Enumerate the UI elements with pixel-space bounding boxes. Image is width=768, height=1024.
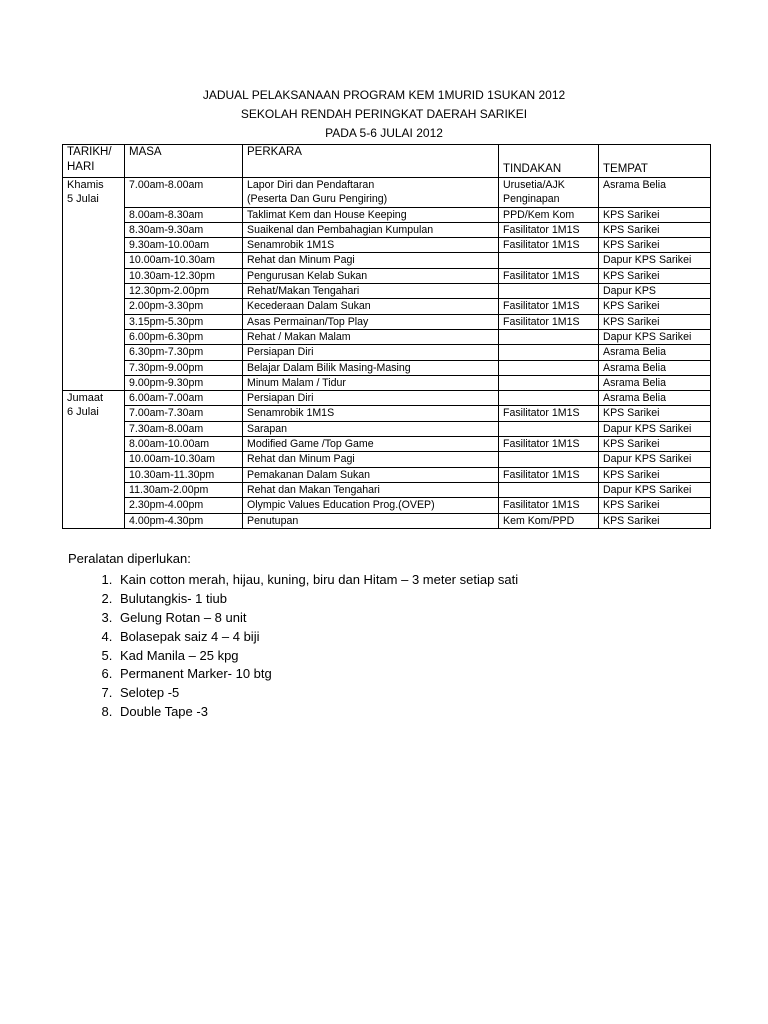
cell-masa: 10.00am-10.30am (125, 253, 243, 268)
cell-masa: 7.30pm-9.00pm (125, 360, 243, 375)
table-row (63, 452, 711, 467)
cell-perkara: Pemakanan Dalam Sukan (243, 467, 499, 482)
cell-tempat: KPS Sarikei (599, 406, 711, 421)
cell-masa: 12.30pm-2.00pm (125, 284, 243, 299)
header-perkara: PERKARA (243, 145, 499, 178)
cell-tempat: KPS Sarikei (599, 268, 711, 283)
cell-tempat: KPS Sarikei (599, 498, 711, 513)
schedule-body (63, 178, 711, 529)
title-line-1: JADUAL PELAKSANAAN PROGRAM KEM 1MURID 1SUKAN 2012 (202, 88, 566, 102)
equipment-section (68, 550, 708, 722)
equipment-item: 7. Selotep -5 (116, 684, 708, 703)
cell-perkara: Persiapan Diri (243, 345, 499, 360)
cell-tindakan (499, 452, 599, 467)
table-row (63, 421, 711, 436)
cell-perkara: Minum Malam / Tidur (243, 375, 499, 390)
table-header-row (63, 145, 711, 178)
cell-masa: 4.00pm-4.30pm (125, 513, 243, 528)
cell-tindakan: Fasilitator 1M1S (499, 437, 599, 452)
equipment-item: 3. Gelung Rotan – 8 unit (116, 609, 708, 628)
table-row (63, 268, 711, 283)
table-row (63, 391, 711, 406)
cell-masa: 8.00am-10.00am (125, 437, 243, 452)
cell-tindakan (499, 391, 599, 406)
cell-masa: 7.00am-8.00am (125, 178, 243, 208)
cell-tindakan (499, 253, 599, 268)
cell-tindakan: Fasilitator 1M1S (499, 406, 599, 421)
header-tempat: TEMPAT (599, 145, 711, 178)
cell-perkara: Pengurusan Kelab Sukan (243, 268, 499, 283)
cell-tempat: KPS Sarikei (599, 314, 711, 329)
cell-masa: 8.30am-9.30am (125, 222, 243, 237)
cell-masa: 10.30am-11.30pm (125, 467, 243, 482)
cell-perkara: Senamrobik 1M1S (243, 406, 499, 421)
table-row (63, 437, 711, 452)
cell-tindakan (499, 482, 599, 497)
cell-tempat: Dapur KPS Sarikei (599, 452, 711, 467)
table-row (63, 375, 711, 390)
cell-tindakan (499, 329, 599, 344)
equipment-item: 5. Kad Manila – 25 kpg (116, 647, 708, 666)
cell-masa: 9.30am-10.00am (125, 238, 243, 253)
day-cell (63, 178, 125, 391)
cell-masa: 6.00pm-6.30pm (125, 329, 243, 344)
cell-perkara: Persiapan Diri (243, 391, 499, 406)
cell-tempat: KPS Sarikei (599, 299, 711, 314)
cell-perkara: Rehat/Makan Tengahari (243, 284, 499, 299)
cell-tindakan (499, 178, 599, 208)
cell-perkara: Taklimat Kem dan House Keeping (243, 207, 499, 222)
cell-tindakan (499, 421, 599, 436)
header-tindakan: TINDAKAN (499, 145, 599, 178)
cell-tindakan-line: Urusetia/AJK (503, 179, 565, 191)
cell-masa: 2.30pm-4.00pm (125, 498, 243, 513)
cell-masa: 10.30am-12.30pm (125, 268, 243, 283)
cell-tindakan: Fasilitator 1M1S (499, 238, 599, 253)
equipment-item: 8. Double Tape -3 (116, 703, 708, 722)
cell-tindakan: PPD/Kem Kom (499, 207, 599, 222)
table-row (63, 498, 711, 513)
cell-masa: 3.15pm-5.30pm (125, 314, 243, 329)
cell-perkara: Rehat / Makan Malam (243, 329, 499, 344)
header-tarikh-line1: TARIKH/ (67, 146, 112, 158)
day-label: Jumaat (67, 392, 104, 405)
cell-tindakan: Fasilitator 1M1S (499, 222, 599, 237)
cell-perkara: Olympic Values Education Prog.(OVEP) (243, 498, 499, 513)
table-row (63, 207, 711, 222)
table-row (63, 253, 711, 268)
cell-tempat: Dapur KPS Sarikei (599, 482, 711, 497)
cell-perkara: Rehat dan Makan Tengahari (243, 482, 499, 497)
cell-tempat: Asrama Belia (599, 375, 711, 390)
cell-perkara: Kecederaan Dalam Sukan (243, 299, 499, 314)
header-masa: MASA (125, 145, 243, 178)
title-line-2: SEKOLAH RENDAH PERINGKAT DAERAH SARIKEI (240, 107, 528, 121)
cell-masa: 8.00am-8.30am (125, 207, 243, 222)
cell-tindakan (499, 284, 599, 299)
cell-masa: 2.00pm-3.30pm (125, 299, 243, 314)
cell-tindakan: Fasilitator 1M1S (499, 268, 599, 283)
table-row (63, 284, 711, 299)
cell-tindakan: Fasilitator 1M1S (499, 314, 599, 329)
cell-perkara: Suaikenal dan Pembahagian Kumpulan (243, 222, 499, 237)
cell-perkara-line: (Peserta Dan Guru Pengiring) (247, 193, 388, 206)
equipment-list (68, 571, 708, 722)
cell-perkara: Rehat dan Minum Pagi (243, 452, 499, 467)
table-row (63, 360, 711, 375)
day-cell (63, 391, 125, 529)
cell-tindakan (499, 360, 599, 375)
cell-perkara (243, 178, 499, 208)
day-label: 6 Julai (67, 406, 99, 419)
cell-tindakan (499, 345, 599, 360)
cell-tindakan: Fasilitator 1M1S (499, 467, 599, 482)
table-row (63, 482, 711, 497)
cell-masa: 7.30am-8.00am (125, 421, 243, 436)
cell-tempat: KPS Sarikei (599, 222, 711, 237)
cell-tindakan: Fasilitator 1M1S (499, 498, 599, 513)
equipment-item: 1. Kain cotton merah, hijau, kuning, biru dan Hitam – 3 meter setiap sati (116, 571, 708, 590)
header-tarikh (63, 145, 125, 178)
cell-tempat: KPS Sarikei (599, 437, 711, 452)
equipment-item: 4. Bolasepak saiz 4 – 4 biji (116, 628, 708, 647)
table-row (63, 406, 711, 421)
table-row (63, 299, 711, 314)
equipment-heading: Peralatan diperlukan: (68, 551, 191, 566)
equipment-item: 2. Bulutangkis- 1 tiub (116, 590, 708, 609)
cell-perkara: Asas Permainan/Top Play (243, 314, 499, 329)
cell-tindakan: Kem Kom/PPD (499, 513, 599, 528)
cell-tindakan-line: Penginapan (503, 193, 560, 206)
document-title (0, 86, 768, 143)
cell-perkara: Modified Game /Top Game (243, 437, 499, 452)
table-row (63, 238, 711, 253)
cell-tempat: Dapur KPS Sarikei (599, 253, 711, 268)
cell-perkara: Belajar Dalam Bilik Masing-Masing (243, 360, 499, 375)
cell-tempat: Asrama Belia (599, 360, 711, 375)
cell-tempat: Asrama Belia (599, 345, 711, 360)
cell-perkara: Rehat dan Minum Pagi (243, 253, 499, 268)
schedule-table (62, 144, 711, 529)
cell-tempat: KPS Sarikei (599, 513, 711, 528)
table-row (63, 329, 711, 344)
table-row (63, 513, 711, 528)
cell-tempat: Dapur KPS (599, 284, 711, 299)
table-row (63, 345, 711, 360)
cell-masa: 6.00am-7.00am (125, 391, 243, 406)
title-line-3: PADA 5-6 JULAI 2012 (325, 126, 443, 140)
cell-tindakan: Fasilitator 1M1S (499, 299, 599, 314)
cell-perkara: Sarapan (243, 421, 499, 436)
cell-masa: 9.00pm-9.30pm (125, 375, 243, 390)
cell-tempat: KPS Sarikei (599, 467, 711, 482)
cell-perkara: Senamrobik 1M1S (243, 238, 499, 253)
table-row (63, 178, 711, 208)
cell-tempat: Dapur KPS Sarikei (599, 421, 711, 436)
cell-masa: 10.00am-10.30am (125, 452, 243, 467)
cell-masa: 7.00am-7.30am (125, 406, 243, 421)
cell-tempat: Dapur KPS Sarikei (599, 329, 711, 344)
cell-tempat: Asrama Belia (599, 391, 711, 406)
cell-perkara-line: Lapor Diri dan Pendaftaran (247, 179, 375, 191)
cell-perkara: Penutupan (243, 513, 499, 528)
cell-tempat: KPS Sarikei (599, 207, 711, 222)
day-label: Khamis (67, 179, 104, 191)
table-row (63, 314, 711, 329)
cell-masa: 11.30am-2.00pm (125, 482, 243, 497)
cell-masa: 6.30pm-7.30pm (125, 345, 243, 360)
cell-tempat: Asrama Belia (599, 178, 711, 208)
table-row (63, 467, 711, 482)
header-tarikh-line2: HARI (67, 161, 95, 173)
day-label: 5 Julai (67, 193, 99, 206)
table-row (63, 222, 711, 237)
cell-tindakan (499, 375, 599, 390)
cell-tempat: KPS Sarikei (599, 238, 711, 253)
equipment-item: 6. Permanent Marker- 10 btg (116, 665, 708, 684)
